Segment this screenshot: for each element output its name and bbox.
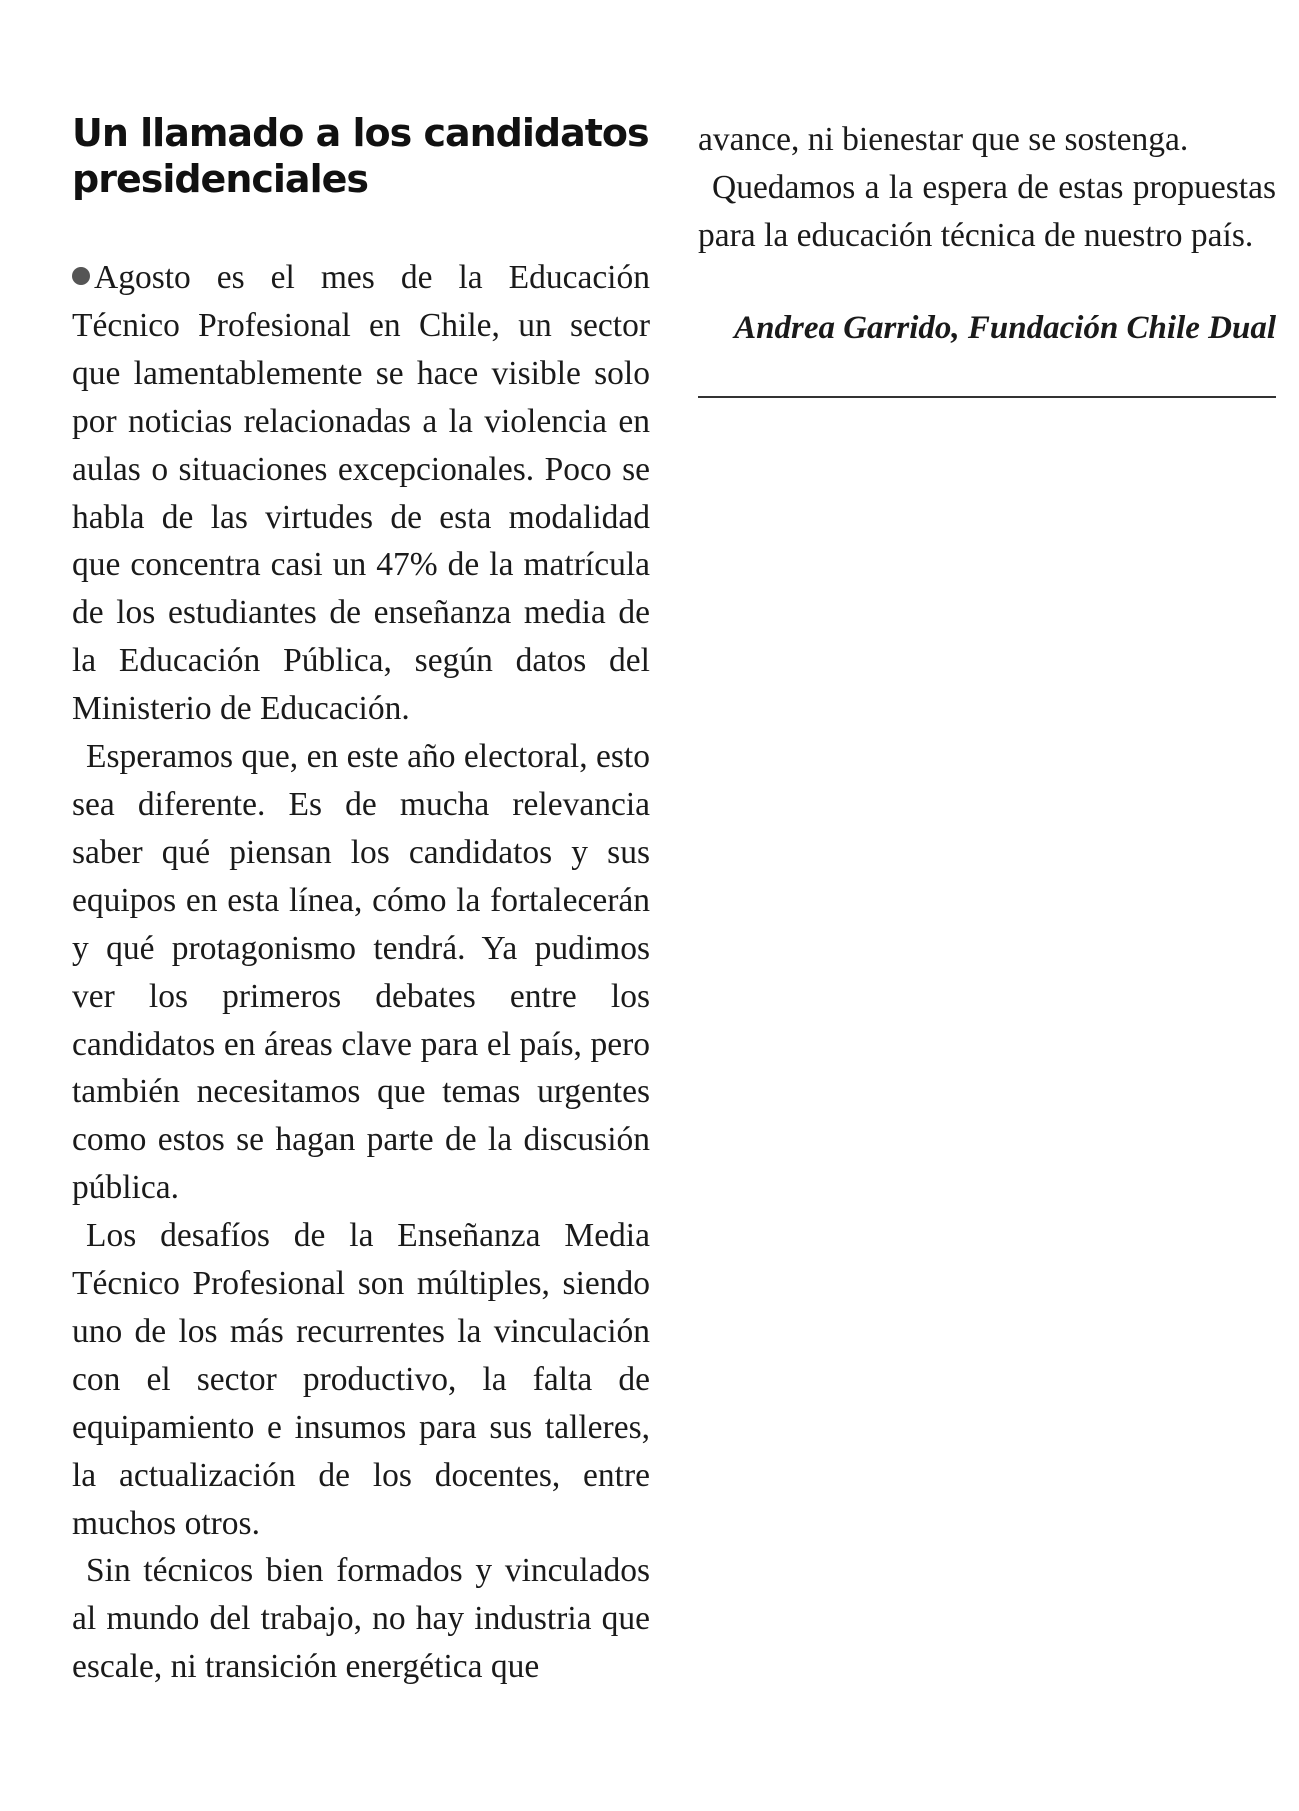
article-paragraph-1: [72, 254, 650, 733]
article-paragraph-4-start: [72, 1547, 650, 1691]
paragraph-4-first-part: Sin técnicos bien formados y vinculados al mundo del trabajo, no hay industria que escale, ni transición energética que: [72, 1552, 650, 1686]
right-column: [698, 116, 1276, 398]
article-paragraph-4-end: [698, 116, 1276, 164]
column-divider-rule: [698, 396, 1276, 398]
author-signature: Andrea Garrido, Fundación Chile Dual: [734, 309, 1276, 346]
paragraph-4-second-part: avance, ni bienestar que se sostenga.: [698, 121, 1189, 158]
article-paragraph-3: Los desafíos de la Enseñanza Media Técnico Profesional son múltiples, siendo uno de los más recurrentes la vinculación con el sector productivo, la falta de equipamiento e insumos para sus talleres, la actualización de los docentes, entre muchos otros.: [72, 1217, 650, 1542]
article-paragraph-2: Esperamos que, en este año electoral, esto sea diferente. Es de mucha relevancia saber qué piensan los candidatos y sus equipos en esta línea, cómo la fortalecerán y qué protagonismo tendrá. Ya pudimos ver los primeros debates entre los candidatos en áreas clave para el país, pero también necesitamos que temas urgentes como estos se hagan parte de la discusión pública.: [72, 738, 650, 1207]
article-headline: Un llamado a los candidatos presidenciales: [72, 111, 649, 201]
paragraph-1-text: Agosto es el mes de la Educación Técnico Profesional en Chile, un sector que lamentablemente se hace visible solo por noticias relacionadas a la violencia en aulas o situaciones excepcionales. Poco se habla de las virtudes de esta modalidad que concentra casi un 47% de la matrícula de los estudiantes de enseñanza media de la Educación Pública, según datos del Ministerio de Educación.: [72, 259, 650, 728]
article-paragraph-5: Quedamos a la espera de estas propuestas para la educación técnica de nuestro país.: [698, 168, 1276, 254]
bullet-icon: [72, 267, 90, 285]
left-column: [72, 110, 650, 1691]
